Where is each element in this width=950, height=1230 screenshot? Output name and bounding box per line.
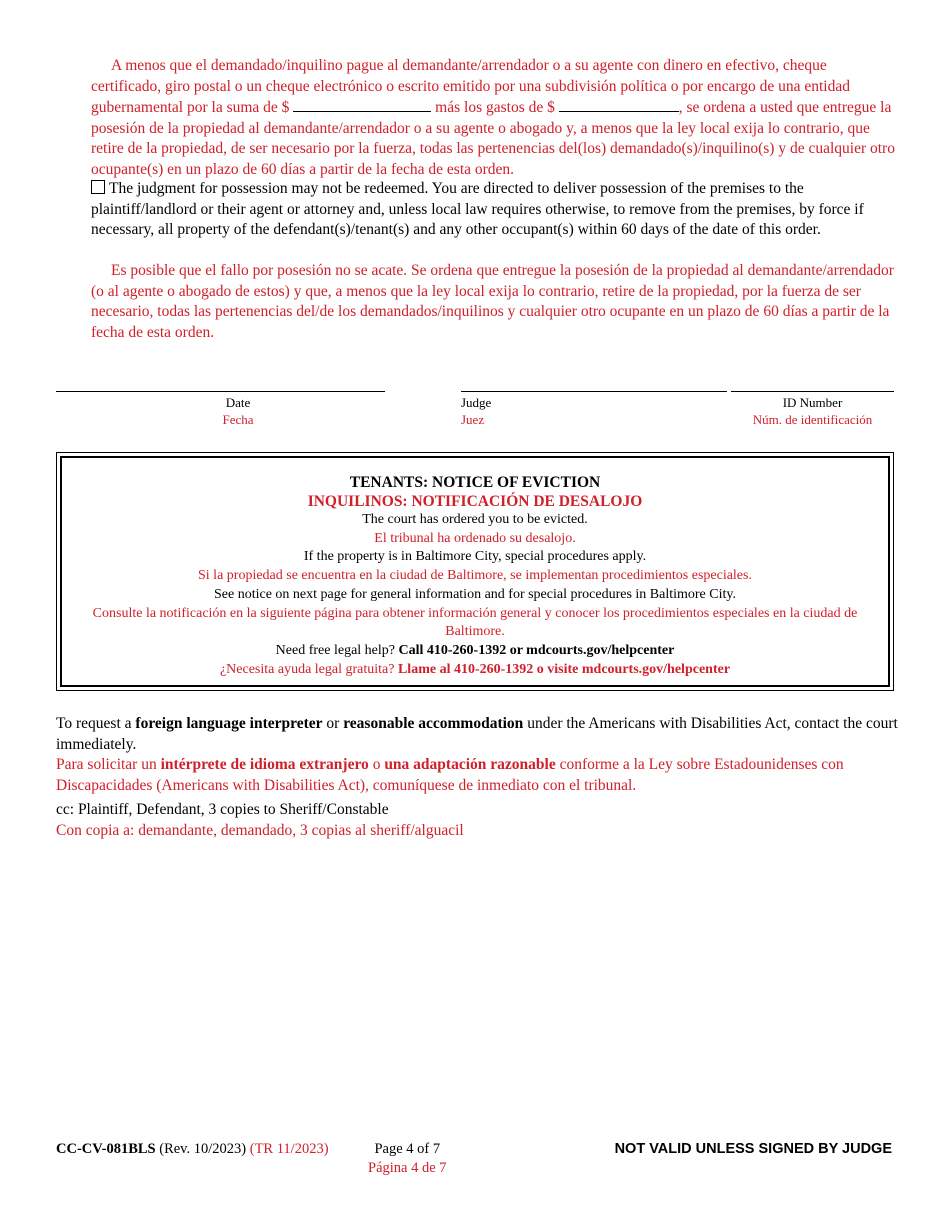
id-number-label-en: ID Number <box>782 395 843 410</box>
id-number-label <box>731 394 894 428</box>
notice-line1-es: El tribunal ha ordenado su desalojo. <box>374 530 576 546</box>
spanish-possession-paragraph <box>91 56 899 181</box>
interp-en-d: reasonable accommodation <box>343 715 524 732</box>
interp-en-e: under the Americans with Disabilities Act, contact the court immediately. <box>56 715 898 753</box>
page-number-en: Page 4 of 7 <box>374 1141 441 1157</box>
interp-es-c: o <box>372 756 381 773</box>
interpreter-paragraph-en <box>56 714 901 755</box>
spanish-paragraph-part1: A menos que el demandado/inquilino pague al demandante/arrendador o a su agente con dinero en efectivo, cheque certificado, giro postal o un cheque electrónico o escrito emitido por una subdivisión política o por encargo de una entidad gubernamental por la suma de $ <box>91 57 850 117</box>
help-es-prefix: ¿Necesita ayuda legal gratuita? <box>219 661 395 677</box>
form-number: CC-CV-081BLS <box>56 1141 156 1157</box>
interp-es-b: intérprete de idioma extranjero <box>160 756 369 773</box>
notice-line3-es: Consulte la notificación en la siguiente página para obtener información general y conocer los procedimientos especiales en la ciudad de Baltimore. <box>92 605 858 640</box>
help-en-contact[interactable]: Call 410-260-1392 or mdcourts.gov/helpcenter <box>398 642 675 658</box>
notice-line2-en: If the property is in Baltimore City, special procedures apply. <box>303 549 647 565</box>
judge-label-en: Judge <box>461 395 492 410</box>
eviction-notice-box <box>56 452 894 691</box>
id-number-line <box>731 391 894 392</box>
judge-label-es: Juez <box>461 412 485 427</box>
amount-blank <box>293 97 431 112</box>
date-label-es: Fecha <box>222 412 254 427</box>
cc-line-es: Con copia a: demandante, demandado, 3 copias al sheriff/alguacil <box>56 822 464 839</box>
footer-form-id <box>56 1140 329 1158</box>
date-label <box>56 394 420 428</box>
eviction-notice-inner <box>60 456 890 687</box>
notice-help-es <box>62 661 888 680</box>
interp-en-a: To request a <box>56 715 132 732</box>
not-redeemed-checkbox[interactable] <box>91 180 105 194</box>
not-valid-notice: NOT VALID UNLESS SIGNED BY JUDGE <box>614 1141 892 1157</box>
date-signature-line <box>56 391 385 392</box>
page-number-es: Página 4 de 7 <box>368 1160 447 1176</box>
notice-title-es: INQUILINOS: NOTIFICACIÓN DE DESALOJO <box>307 493 643 510</box>
interp-en-b: foreign language interpreter <box>135 715 323 732</box>
notice-title-en: TENANTS: NOTICE OF EVICTION <box>349 474 601 491</box>
spanish-not-redeemed-paragraph: Es posible que el fallo por posesión no se acate. Se ordena que entregue la posesión de la propiedad al demandante/arrendador (o al agente o abogado de estos) y que, a menos que la ley local exija lo contrario, retire de la propiedad, por la fuerza de ser necesario, todas las pertenencias del/de los demandados/inquilinos y cualquier otro ocupante en un plazo de 60 días a partir de la fecha de esta orden. <box>91 262 894 341</box>
id-number-label-es: Núm. de identificación <box>752 412 873 427</box>
judge-signature-line <box>461 391 727 392</box>
interp-es-d: una adaptación razonable <box>384 756 556 773</box>
notice-line1-en: The court has ordered you to be evicted. <box>362 512 588 527</box>
interpreter-paragraph-es <box>56 755 901 796</box>
notice-line2-es: Si la propiedad se encuentra en la ciudad de Baltimore, se implementan procedimientos especiales. <box>198 568 752 584</box>
cc-line-en: cc: Plaintiff, Defendant, 3 copies to Sheriff/Constable <box>56 801 389 818</box>
interp-es-a: Para solicitar un <box>56 756 157 773</box>
interp-es-e: conforme a la Ley sobre Estadounidenses con Discapacidades (Americans with Disabilities Act), comuníquese de inmediato con el tribunal. <box>56 756 844 794</box>
help-es-contact[interactable]: Llame al 410-260-1392 o visite mdcourts.gov/helpcenter <box>397 661 731 677</box>
spanish-paragraph-part3: , se ordena a usted que entregue la posesión de la propiedad al demandante/arrendador o a su agente o abogado y, a menos que la ley local exija lo contrario, que retire de la propiedad, de ser necesario por la fuerza, todas las pertenencias del(los) demandado(s)/inquilino(s) y de cualquier otro ocupante(s) en un plazo de 60 días a partir de la fecha de esta orden. <box>91 99 895 178</box>
form-revision: (Rev. 10/2023) <box>159 1141 247 1157</box>
not-redeemed-text: The judgment for possession may not be redeemed. You are directed to deliver possession of the premises to the plaintiff/landlord or their agent or attorney and, unless local law requires otherwise, to remove from the premises, by force if necessary, all property of the defendant(s)/tenant(s) and any other occupant(s) within 60 days of the date of this order. <box>91 180 864 239</box>
help-en-prefix: Need free legal help? <box>275 642 395 658</box>
spanish-paragraph-part2: más los gastos de $ <box>435 99 555 117</box>
date-label-en: Date <box>225 395 251 410</box>
judge-label <box>461 394 491 428</box>
costs-blank <box>559 97 679 112</box>
notice-line3-en: See notice on next page for general information and for special procedures in Baltimore City. <box>214 586 736 602</box>
interp-en-c: or <box>326 715 340 732</box>
page-number <box>368 1140 447 1178</box>
not-redeemed-paragraph <box>91 179 899 241</box>
form-translation-rev: (TR 11/2023) <box>249 1141 329 1157</box>
notice-help-en <box>62 642 888 661</box>
